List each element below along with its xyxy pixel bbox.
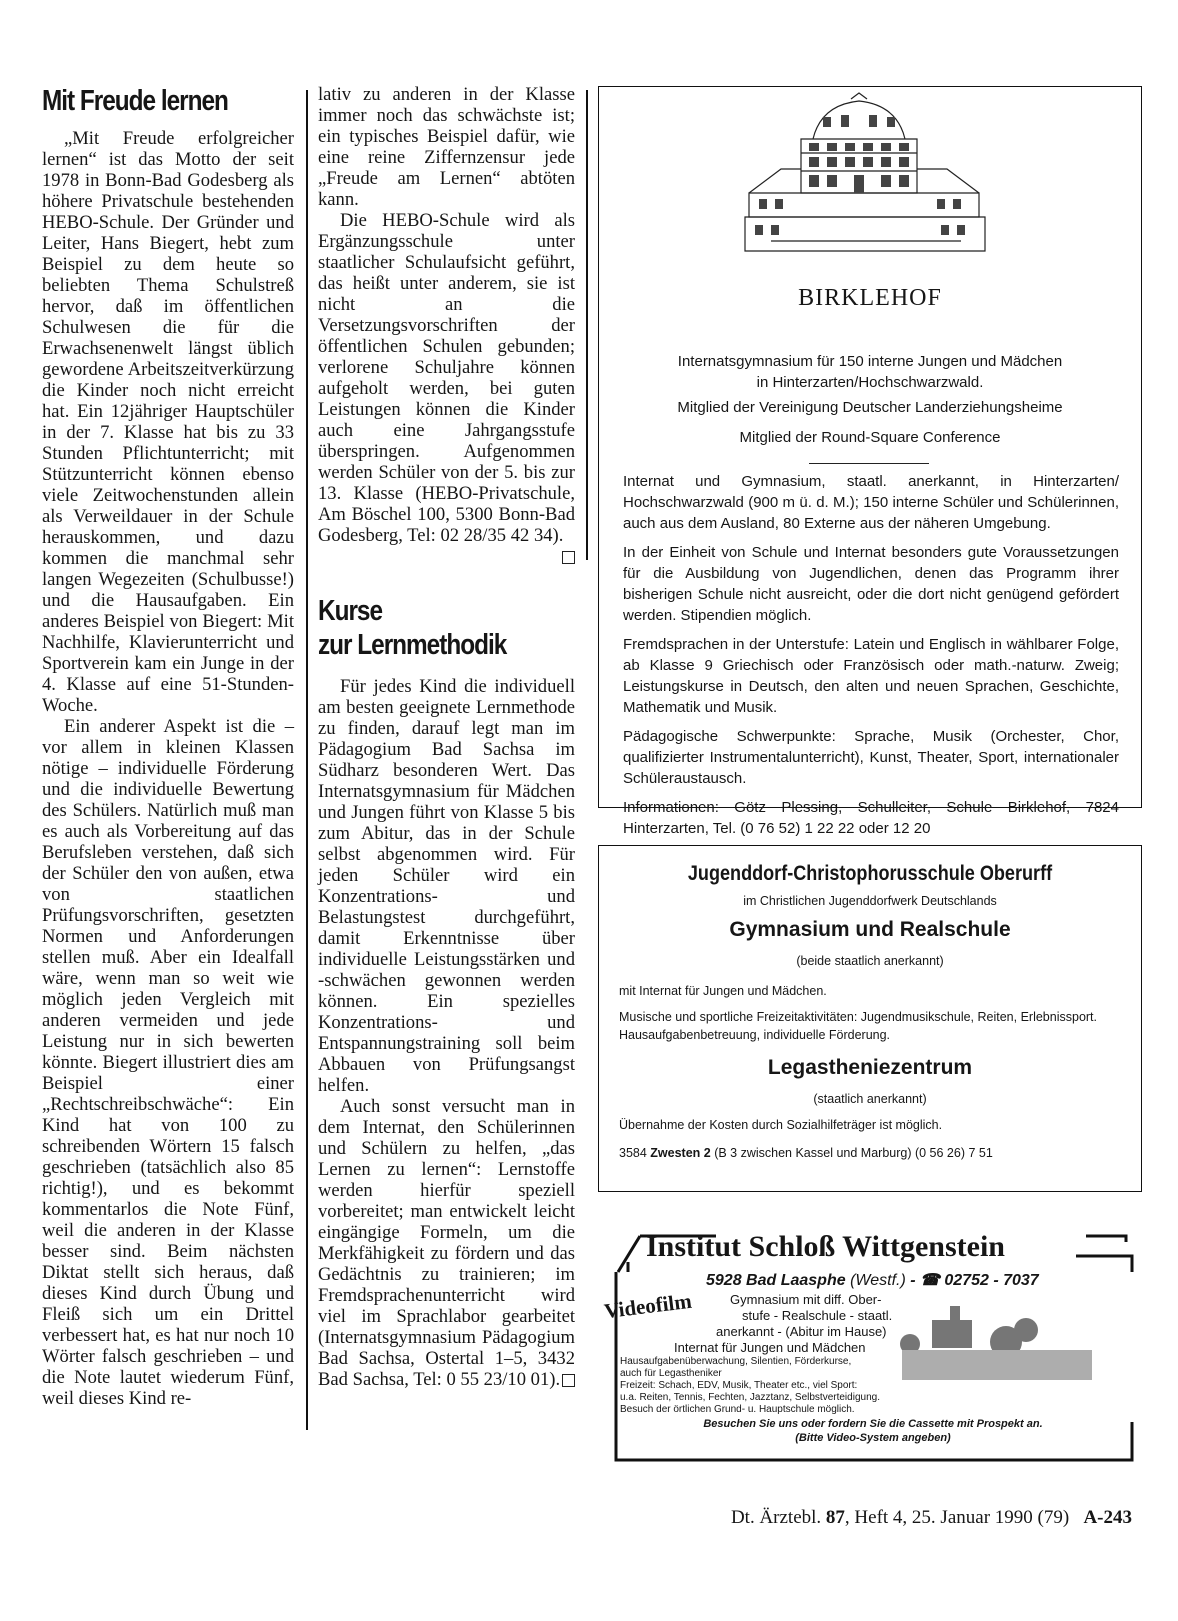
ad-line: u.a. Reiten, Tennis, Fechten, Jazztanz, Selbstverteidigung. [620, 1392, 880, 1403]
ad-line: Internat für Jungen und Mädchen [674, 1340, 866, 1355]
ad-note: (staatlich anerkannt) [813, 1092, 927, 1106]
column-divider [306, 90, 308, 1430]
article-paragraph: „Mit Freude erfolgreicher lernen“ ist das Motto der seit 1978 in Bonn-Bad Godesberg als höhere Privatschule bestehenden HEBO-Schule. Der Gründer und Leiter, Hans Biegert, hebt zum Beispiel zu dem heute so beliebten Thema Schulstreß hervor, daß im öffentlichen Schulwesen die für die Erwachsenenwelt längst üblich gewordene Arbeitszeitverkürzung die Kinder noch nicht erreicht hat. Ein 12jähriger Hauptschüler in der 7. Klasse hat bis zu 33 Stunden Pflichtunterricht; mit Stützunterricht können ebenso viele Zeitwochenstunden allein als Verweildauer in der Schule herauskommen, und dazu kommen die manchmal sehr langen Wegezeiten (Schulbusse!) und die Hausaufgaben. Ein anderes Beispiel von Biegert: Mit Nachhilfe, Klavierunterricht und Sportverein kam ein Junge in der 4. Klasse auf eine 51-Stunden-Woche. [42, 128, 294, 716]
ad-line: in Hinterzarten/Hochschwarzwald. [756, 374, 984, 391]
ad-paragraph: Informationen: Götz Plessing, Schulleiter, Schule Birklehof, 7824 Hinterzarten, Tel. (0 76 52) 1 22 22 oder 12 20 [623, 799, 1119, 837]
wittgenstein-advertisement [602, 1230, 1140, 1462]
ad-cta: (Bitte Video-System angeben) [795, 1432, 951, 1444]
birklehof-brand: BIRKLEHOF [798, 285, 942, 311]
article-headline: zur Lernmethodik [318, 629, 507, 661]
ad-paragraph: Pädagogische Schwerpunkte: Sprache, Musik (Orchester, Chor, qualifizierter Instrumentalunterricht), Kunst, Theater, Sport, internationaler Schüleraustausch. [623, 728, 1119, 787]
videofilm-tag: Videofilm [602, 1288, 693, 1324]
ad-paragraph: Fremdsprachen in der Unterstufe: Latein und Englisch in wählbarer Folge, ab Klasse 9 Griechisch oder Französisch oder math.-naturw. Zweig; Leistungskurse in Deutsch, den alten und neuen Sprachen, Geschichte, Mathematik und Musik. [623, 636, 1119, 716]
ad-paragraph: In der Einheit von Schule und Internat besonders gute Voraussetzungen für die Ausbildung von Jugendlichen, denen das Programm ihrer bisherigen Schule nicht ausreicht, oder die dort nicht genügend gefördert werden. Stipendien möglich. [623, 544, 1119, 624]
ad-line: Besuch der örtlichen Grund- u. Hauptschule möglich. [620, 1404, 855, 1415]
article-paragraph: Die HEBO-Schule wird als Ergänzungsschule unter staatlicher Schulaufsicht geführt, das heißt unter anderem, sie ist nicht an die Versetzungsvorschriften der öffentlichen Schulen gebunden; verlorene Schuljahre können aufgeholt werden, bei guten Leistungen können die Kinder auch eine Jahrgangsstufe überspringen. Aufgenommen werden Schüler von der 5. bis zur 13. Klasse (HEBO-Privatschule, Am Böschel 100, 5300 Bonn-Bad Godesberg, Tel: 02 28/35 42 34). [318, 210, 575, 546]
page-footer: Dt. Ärztebl. 87, Heft 4, 25. Januar 1990 (79) A-243 [730, 1507, 1132, 1528]
ad-heading: Gymnasium und Realschule [729, 918, 1011, 941]
page-number: A-243 [1083, 1507, 1132, 1528]
birklehof-advertisement [598, 86, 1142, 837]
end-mark-icon [562, 551, 575, 564]
article-column-1 [42, 84, 294, 1409]
article-paragraph: lativ zu anderen in der Klasse immer noch das schwächste ist; ein typisches Beispiel dafür, wie eine reine Ziffernzensur jede „Freude am Lernen“ abtöten kann. [318, 84, 575, 210]
ad-line: Mitglied der Vereinigung Deutscher Landerziehungsheime [677, 399, 1063, 416]
article-paragraph: Für jedes Kind die individuell am besten geeignete Lernmethode zu finden, darauf legt man im Pädagogium Bad Sachsa im Südharz besonderen Wert. Das Internatsgymnasium für Mädchen und Jungen führt von Klasse 5 bis zum Abitur, das in der Schule selbst abgenommen wird. Für jeden Schüler wird ein Konzentrations- und Belastungstest durchgeführt, damit Erkenntnisse über individuelle Leistungsstärken und -schwächen gewonnen werden können. Ein spezielles Konzentrations- und Entspannungstraining soll beim Abbauen von Prüfungsangst helfen. [318, 676, 575, 1096]
ad-address: 3584 Zwesten 2 (B 3 zwischen Kassel und Marburg) (0 56 26) 7 51 [619, 1146, 993, 1160]
ad-subtitle: im Christlichen Jugenddorfwerk Deutschlands [743, 894, 997, 908]
ad-line: Internatsgymnasium für 150 interne Jungen und Mädchen [677, 353, 1063, 370]
ad-divider [809, 463, 929, 464]
ad-cta: Besuchen Sie uns oder fordern Sie die Cassette mit Prospekt an. [703, 1418, 1043, 1430]
ad-line: Gymnasium mit diff. Ober- [730, 1292, 882, 1307]
ad-line: Hausaufgabenüberwachung, Silentien, Förderkurse, [620, 1356, 852, 1367]
birklehof-building-logo [741, 91, 991, 281]
ad-line: Übernahme der Kosten durch Sozialhilfeträger ist möglich. [619, 1118, 943, 1132]
article-paragraph: Ein anderer Aspekt ist die – vor allem in kleinen Klassen nötige – individuelle Förderung und die individuelle Bewertung des Schülers. Natürlich muß man es auch als Vorbereitung auf das Berufsleben verstehen, daß sich der Schüler den von außen, etwa von staatlichen Prüfungsvorschriften, gesetzten Normen und Anforderungen stellen muß. Aber ein Idealfall wäre, wenn man so weit wie möglich jeden Vergleich mit anderen vermeiden und jede Leistung nur in sich bewerten könnte. Biegert illustriert dies am Beispiel einer „Rechtschreibschwäche“: Ein Kind hat von 100 zu schreibenden Wörtern 15 falsch geschrieben (tatsächlich also 85 richtig!), und es bekommt kommentarlos die Note Fünf, weil die anderen in der Klasse besser sind. Beim nächsten Diktat stellt sich heraus, daß dieses Kind durch Übung und Fleiß sich um ein Drittel verbessert hat, es hat nur noch 10 Wörter falsch geschrieben – und die Note lautet wiederum Fünf, weil dieses Kind re- [42, 716, 294, 1409]
ad-line: mit Internat für Jungen und Mädchen. [619, 984, 827, 998]
end-mark-icon [562, 1374, 575, 1387]
ad-body [623, 471, 1119, 847]
ad-line: stufe - Realschule - staatl. [742, 1308, 893, 1323]
ad-line: Mitglied der Round-Square Conference [739, 429, 1001, 446]
oberurff-advertisement [598, 845, 1142, 1192]
ad-line: anerkannt - (Abitur im Hause) [716, 1324, 887, 1339]
ad-line: auch für Legastheniker [620, 1368, 722, 1379]
ad-line: Freizeit: Schach, EDV, Musik, Theater etc., viel Sport: [620, 1380, 858, 1391]
ad-paragraph: Internat und Gymnasium, staatl. anerkannt, in Hinterzarten/ Hochschwarzwald (900 m ü. d. M.); 150 interne Schüler und Schülerinnen, auch aus dem Ausland, 80 Externe aus der näheren Umgebung. [623, 473, 1119, 532]
ad-contact: 5928 Bad Laasphe (Westf.) - ☎ 02752 - 7037 [706, 1272, 1039, 1289]
article-headline: Mit Freude lernen [42, 85, 228, 117]
ad-note: (beide staatlich anerkannt) [796, 954, 944, 968]
article-headline: Kurse [318, 595, 383, 627]
ad-title: Jugenddorf-Christophorusschule Oberurff [687, 862, 1053, 885]
ad-title: Institut Schloß Wittgenstein [646, 1230, 1005, 1263]
ad-heading: Legastheniezentrum [767, 1056, 973, 1079]
article-paragraph: Auch sonst versucht man in dem Internat, den Schülerinnen und Schülern zu helfen, „das Lernen zu lernen“: Lernstoffe werden hierfür speziell vorbereitet; man entwickelt leicht eingängige Formeln, um die Merkfähigkeit zu fördern und das Gedächtnis zu trainieren; im Fremdsprachenunterricht wird viel im Sprachlabor gearbeitet (Internatsgymnasium Pädagogium Bad Sachsa, Ostertal 1–5, 3432 Bad Sachsa, Tel: 0 55 23/10 01). [318, 1096, 575, 1390]
ad-line: Musische und sportliche Freizeitaktivitäten: Jugendmusikschule, Reiten, Erlebnissport. Hausaufgabenbetreuung, individuelle Förderung. [619, 1010, 1098, 1042]
article-column-2 [318, 84, 575, 1390]
column-divider [586, 90, 588, 560]
